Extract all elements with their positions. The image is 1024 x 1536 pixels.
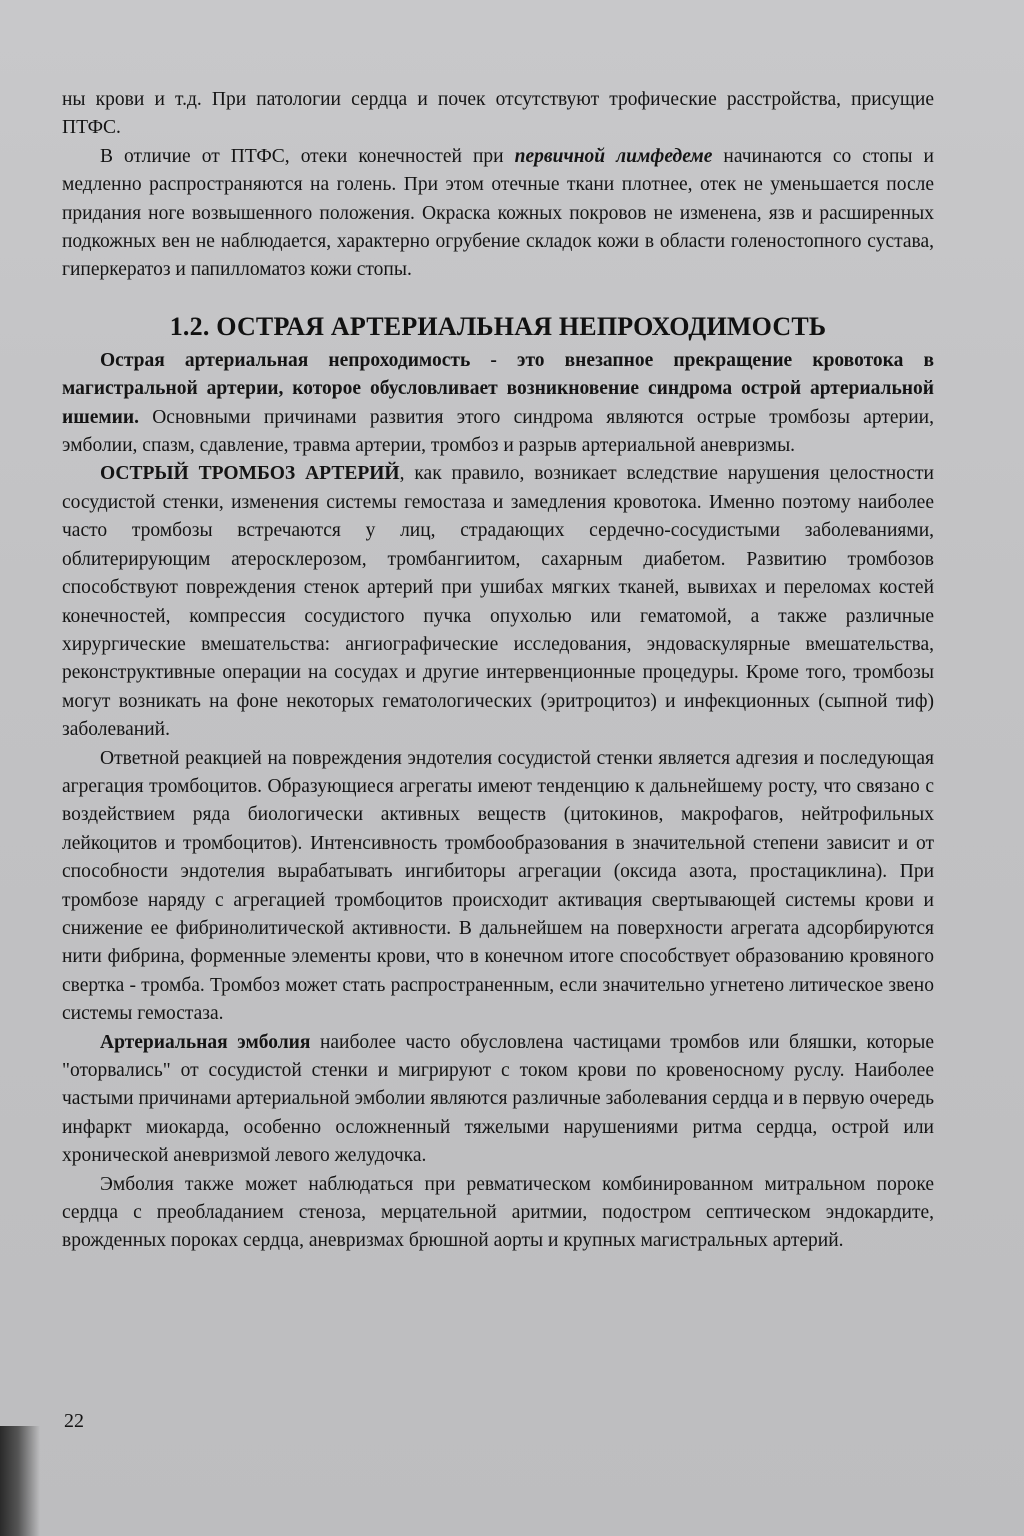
paragraph-embolism-causes [62, 1171, 934, 1256]
binding-shadow [0, 1426, 40, 1536]
paragraph-text: Основными причинами развития этого синдрома являются острые тромбозы артерии, эмболии, спазм, сдавление, травма артерии, тромбоз и разрыв артериальной аневризмы. [62, 406, 934, 457]
paragraph-definition [62, 347, 934, 461]
page-number: 22 [64, 1410, 84, 1432]
paragraph-text: Ответной реакцией на повреждения эндотелия сосудистой стенки является адгезия и последующая агрегация тромбоцитов. Образующиеся агрегаты имеют тенденцию к дальнейшему росту, что связано с воздействием ряда биологически активных веществ (цитокинов, макрофагов, нейтрофильных лейкоцитов и тромбоцитов). Интенсивность тромбообразования в значительной степени зависит и от способности эндотелия вырабатывать ингибиторы агрегации (оксида азота, простациклина). При тромбозе наряду с агрегацией тромбоцитов происходит активация свертывающей системы крови и снижение ее фибринолитической активности. В дальнейшем на поверхности агрегата адсорбируются нити фибрина, форменные элементы крови, что в конечном итоге способствует образованию кровяного свертка - тромба. Тромбоз может стать распространенным, если значительно угнетено литическое звено системы гемостаза. [62, 747, 934, 1025]
paragraph-text: ны крови и т.д. При патологии сердца и почек отсутствуют трофические расстройства, присущие ПТФС. [62, 89, 934, 139]
paragraph-continuation [62, 86, 934, 143]
paragraph-embolism [62, 1029, 934, 1171]
section-heading: 1.2. ОСТРАЯ АРТЕРИАЛЬНАЯ НЕПРОХОДИМОСТЬ [169, 311, 827, 341]
paragraph-text: В отличие от ПТФС, отеки конечностей при [100, 145, 515, 167]
body-text [62, 86, 934, 1256]
paragraph-text: , как правило, возникает вследствие нарушения целостности сосудистой стенки, изменения системы гемостаза и замедления кровотока. Именно поэтому наиболее часто тромбозы встречаются у лиц, страдающих сердечно-сосудистыми заболеваниями, облитерирующим атеросклерозом, тромбангиитом, сахарным диабетом. Развитию тромбозов способствуют повреждения стенок артерий при ушибах мягких тканей, вывихах и переломах костей конечностей, компрессия сосудистого пучка опухолью или гематомой, а также различные хирургические вмешательства: ангиографические исследования, эндоваскулярные вмешательства, реконструктивные операции на сосудах и другие интервенционные процедуры. Кроме того, тромбозы могут возникать на фоне некоторых гематологических (эритроцитоз) и инфекционных (сыпной тиф) заболеваний. [62, 463, 934, 741]
paragraph-endothelium [62, 745, 934, 1029]
paragraph-lymphedema [62, 143, 934, 285]
bold-term: ОСТРЫЙ ТРОМБОЗ АРТЕРИЙ [100, 463, 400, 485]
bold-term: Артериальная эмболия [100, 1031, 311, 1053]
paragraph-text: наиболее часто обусловлена частицами тромбов или бляшки, которые "оторвались" от сосудистой стенки и мигрируют с током крови по кровеносному руслу. Наиболее частыми причинами артериальной эмболии являются различные заболевания сердца и в первую очередь инфаркт миокарда, особенно осложненный тяжелыми нарушениями ритма сердца, острой или хронической аневризмой левого желудочка. [62, 1031, 934, 1167]
bold-definition: Острая артериальная непроходимость - это внезапное прекращение кровотока в магистральной артерии, которое обусловливает возникновение синдрома острой артериальной ишемии. [62, 349, 934, 428]
paragraph-text: Эмболия также может наблюдаться при ревматическом комбинированном митральном пороке сердца с преобладанием стеноза, мерцательной аритмии, подостром септическом эндокардите, врожденных пороках сердца, аневризмах брюшной аорты и крупных магистральных артерий. [62, 1173, 934, 1252]
paragraph-text: начинаются со стопы и медленно распространяются на голень. При этом отечные ткани плотнее, отек не уменьшается после придания ноге возвышенного положения. Окраска кожных покровов не изменена, язв и расширенных подкожных вен не наблюдается, характерно огрубение складок кожи в области голеностопного сустава, гиперкератоз и папилломатоз кожи стопы. [62, 145, 934, 281]
paragraph-thrombosis [62, 460, 934, 744]
emphasized-term: первичной лимфедеме [514, 145, 713, 167]
